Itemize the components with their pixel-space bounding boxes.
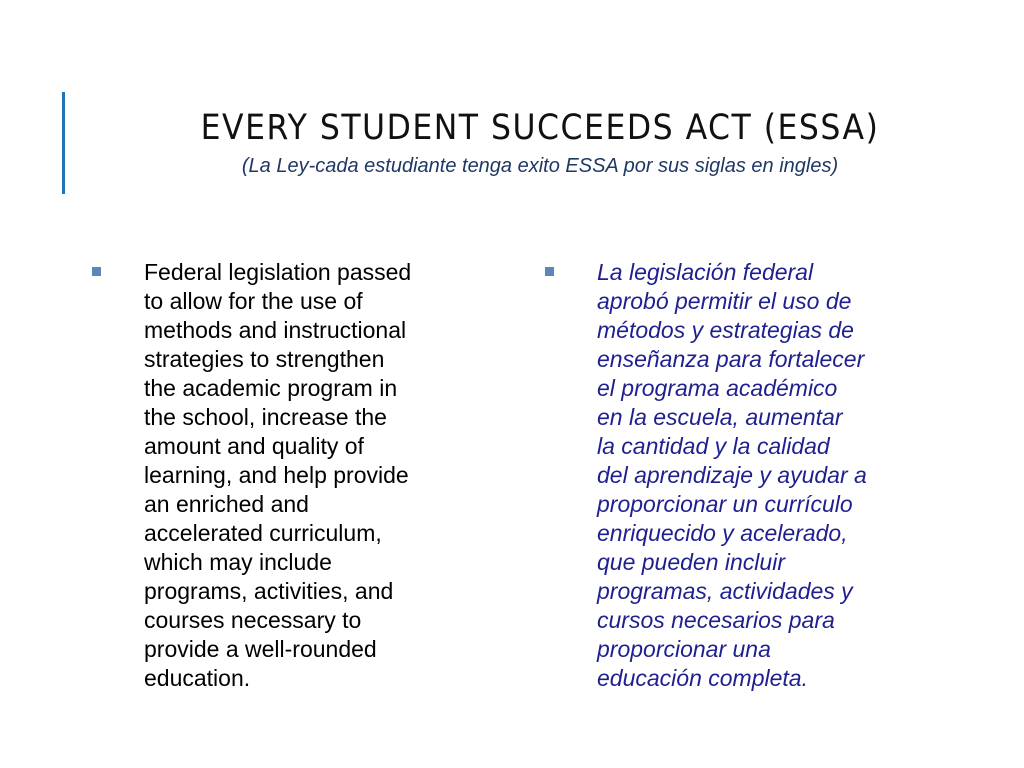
slide-title: EVERY STUDENT SUCCEEDS ACT (ESSA) [200, 108, 880, 148]
spanish-bullet-item [545, 258, 905, 693]
spanish-column [545, 258, 905, 693]
square-bullet-icon [545, 267, 554, 276]
english-column [92, 258, 452, 693]
english-bullet-item [92, 258, 452, 693]
english-bullet-text: Federal legislation passed to allow for the use of methods and instructional strategies to strengthen the academic program in the school, increase the amount and quality of learning, and help provide an enriched and accelerated curriculum, which may include programs, activities, and courses necessary to provide a well-rounded education. [144, 259, 412, 691]
spanish-bullet-text: La legislación federal aprobó permitir el uso de métodos y estrategias de enseñanza para fortalecer el programa académico en la escuela, aumentar la cantidad y la calidad del aprendizaje y ayudar a proporcionar un currículo enriquecido y acelerado, que pueden incluir programas, actividades y cursos necesarios para proporcionar una educación completa. [597, 259, 867, 691]
square-bullet-icon [92, 267, 101, 276]
slide-subtitle: (La Ley-cada estudiante tenga exito ESSA por sus siglas en ingles) [241, 155, 839, 177]
title-accent-bar [62, 92, 65, 194]
